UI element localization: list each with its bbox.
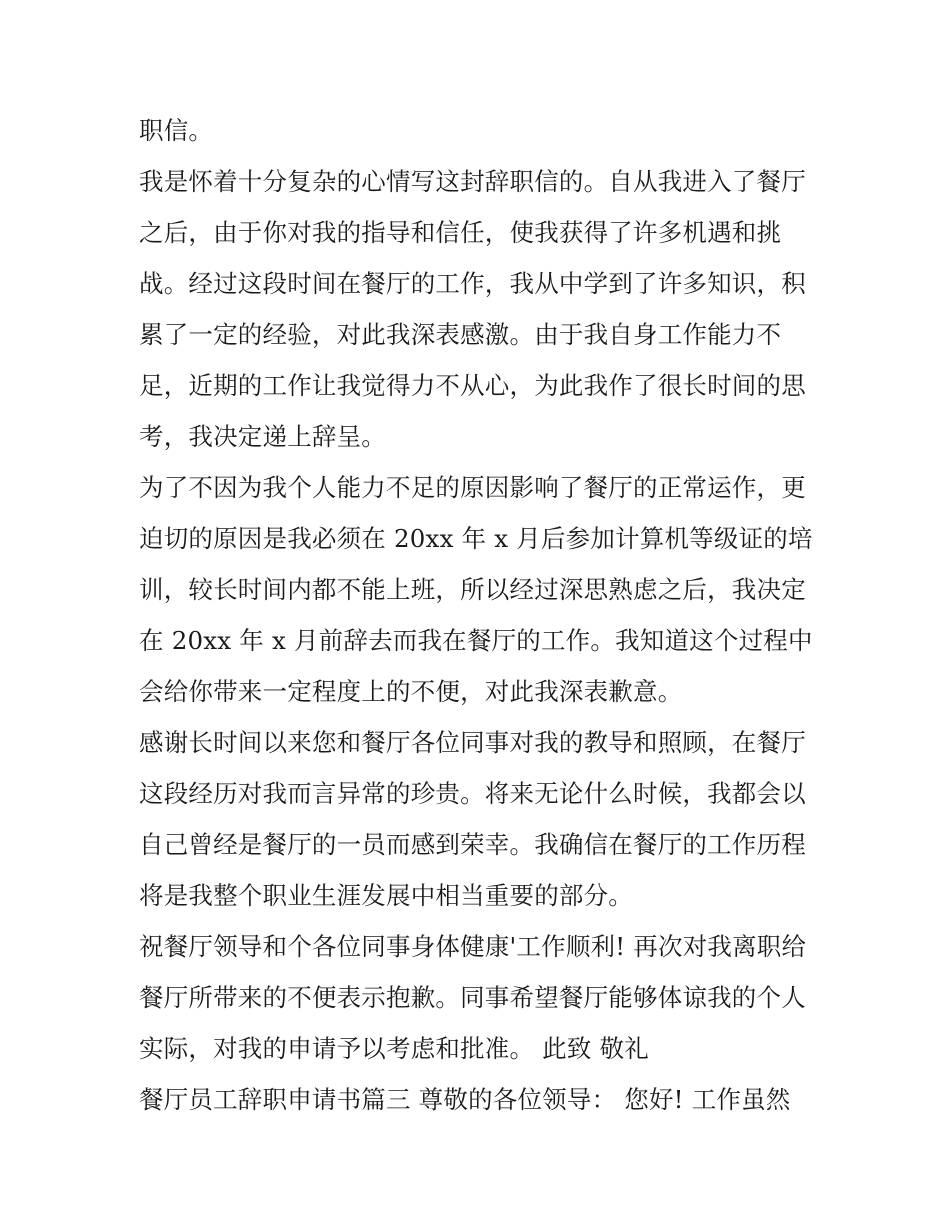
text-line: 为了不因为我个人能力不足的原因影响了餐厅的正常运作，更 xyxy=(139,473,806,502)
text-line: 累了一定的经验，对此我深表感激。由于我自身工作能力不 xyxy=(139,320,782,349)
text-line: 考，我决定递上辞呈。 xyxy=(139,422,386,451)
text-line: 我是怀着十分复杂的心情写这封辞职信的。自从我进入了餐厅 xyxy=(139,167,806,196)
text-line: 自己曾经是餐厅的一员而感到荣幸。我确信在餐厅的工作历程 xyxy=(139,830,806,859)
text-line: 餐厅所带来的不便表示抱歉。同事希望餐厅能够体谅我的个人 xyxy=(139,983,806,1012)
text-line: 职信。 xyxy=(139,116,214,145)
text-line: 迫切的原因是我必须在 20xx 年 x 月后参加计算机等级证的培 xyxy=(139,524,813,553)
text-line: 会给你带来一定程度上的不便，对此我深表歉意。 xyxy=(139,677,683,706)
text-line: 感谢长时间以来您和餐厅各位同事对我的教导和照顾，在餐厅 xyxy=(139,728,806,757)
document-body xyxy=(139,105,829,1125)
text-line: 之后，由于你对我的指导和信任，使我获得了许多机遇和挑 xyxy=(139,218,782,247)
text-line: 这段经历对我而言异常的珍贵。将来无论什么时候，我都会以 xyxy=(139,779,806,808)
text-line: 实际，对我的申请予以考虑和批准。 此致 敬礼 xyxy=(139,1034,649,1063)
text-line: 足，近期的工作让我觉得力不从心，为此我作了很长时间的思 xyxy=(139,371,806,400)
text-line: 祝餐厅领导和个各位同事身体健康'工作顺利! 再次对我离职给 xyxy=(139,932,807,961)
text-line: 餐厅员工辞职申请书篇三 尊敬的各位领导： 您好! 工作虽然 xyxy=(139,1085,791,1114)
text-line: 将是我整个职业生涯发展中相当重要的部分。 xyxy=(139,881,633,910)
text-line: 在 20xx 年 x 月前辞去而我在餐厅的工作。我知道这个过程中 xyxy=(139,626,813,655)
text-line: 战。经过这段时间在餐厅的工作，我从中学到了许多知识，积 xyxy=(139,269,806,298)
text-line: 训，较长时间内都不能上班，所以经过深思熟虑之后，我决定 xyxy=(139,575,806,604)
